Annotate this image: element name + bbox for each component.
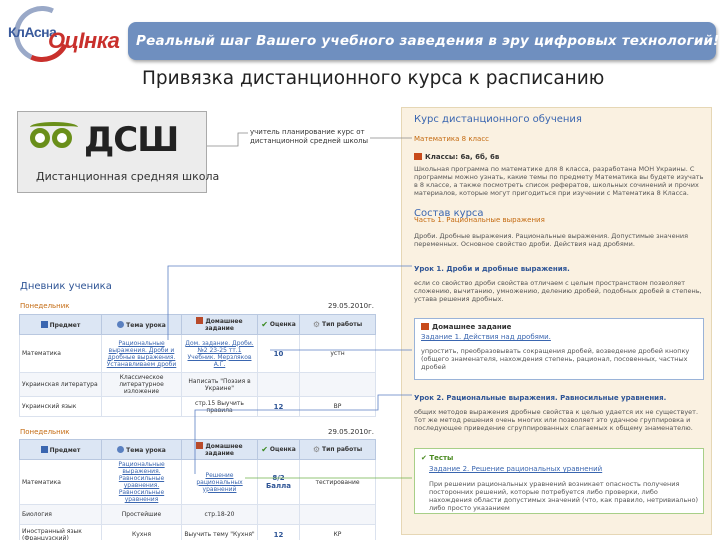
page-title: Привязка дистанционного курса к расписанию: [142, 68, 605, 89]
tests-title-text: Тесты: [429, 454, 454, 462]
dssh-caption: учитель планирование курс от дистанционной средней школы: [250, 128, 369, 145]
cell-subject: Украинская литература: [20, 373, 102, 397]
cell-subject: Иностранный язык (Французский): [20, 525, 102, 540]
check-icon: ✔: [421, 454, 430, 462]
cell-subject: Математика: [20, 460, 102, 505]
part-text: Дроби. Дробные выражения. Рациональные выражения. Допустимые значения переменных. Основное свойство дроби. Действия над дробями.: [414, 232, 689, 248]
cell-topic: Простейшие: [102, 505, 182, 525]
cell-homework: Выучить тему "Кухня": [182, 525, 258, 540]
col-homework-label: Домашнее задание: [205, 318, 243, 332]
day1-date: 29.05.2010г.: [328, 302, 374, 310]
day2-header: [20, 428, 374, 436]
col-topic: [102, 315, 182, 335]
banner-text: Реальный шаг Вашего учебного заведения в эру цифровых технологий!: [136, 33, 720, 49]
cell-topic[interactable]: Рациональные выражения. Равносильные уравнения. Равносильные уравнения: [102, 460, 182, 505]
day2-table: [19, 439, 376, 540]
course-link[interactable]: Математика 8 класс: [414, 135, 490, 143]
day2-label: Понедельник: [20, 428, 70, 436]
table-row: [20, 335, 376, 373]
cell-subject: Украинский язык: [20, 397, 102, 417]
classes-text: Классы: 6а, 6б, 6в: [425, 153, 500, 161]
book-icon: [414, 153, 422, 160]
col-grade-label: Оценка: [269, 321, 296, 328]
grade-check-icon: ✔: [261, 445, 268, 454]
homework-box-title: [421, 323, 511, 331]
tests-title: [421, 454, 453, 462]
course-title: Курс дистанционного обучения: [414, 114, 582, 125]
day1-header: [20, 302, 374, 310]
table-row: [20, 397, 376, 417]
col-grade: [258, 315, 300, 335]
col-grade: [258, 440, 300, 460]
topic-icon: [117, 446, 124, 453]
tests-box: [414, 448, 704, 514]
col-topic-label: Тема урока: [126, 446, 166, 454]
col-worktype: [300, 440, 376, 460]
logo-text-otsinka: ОцІнка: [48, 28, 120, 53]
cell-topic: Кухня: [102, 525, 182, 540]
cell-grade: 12: [258, 397, 300, 417]
cell-homework: стр.18-20: [182, 505, 258, 525]
cell-topic: [102, 397, 182, 417]
cell-grade: [258, 373, 300, 397]
col-homework: [182, 315, 258, 335]
tests-link[interactable]: Задание 2. Решение рациональных уравнений: [429, 465, 603, 473]
classes-label: [414, 153, 499, 161]
homework-box-link[interactable]: Задание 1. Действия над дробями.: [421, 333, 551, 341]
diary-title: Дневник ученика: [20, 281, 112, 292]
slogan-banner: [128, 22, 720, 60]
lesson1-title[interactable]: Урок 1. Дроби и дробные выражения.: [414, 265, 570, 273]
logo-text-klass: КлАсна: [8, 24, 57, 40]
cell-worktype: [300, 373, 376, 397]
col-worktype-label: Тип работы: [322, 321, 363, 328]
col-subject-label: Предмет: [49, 321, 81, 329]
col-worktype: [300, 315, 376, 335]
tests-text: При решении рациональных уравнений возникает опасность получения посторонних решений, которые потребуется либо проверки, либо нахождения области допустимых значений (что, как правило, нетривиально) либо просто указанием: [429, 480, 699, 512]
col-grade-label: Оценка: [269, 446, 296, 453]
grade-check-icon: ✔: [261, 320, 268, 329]
homework-box-title-text: Домашнее задание: [432, 323, 512, 331]
lesson2-text: общих методов выражения дробные свойства к целью удается их не существует. Тот же метод решения очень многих или позволяет это удачное группировка и последующее приведение сгруппированных слагаемых к общему знаменателю.: [414, 408, 699, 432]
topic-icon: [117, 321, 124, 328]
connector-dssh: [207, 133, 248, 146]
worktype-gear-icon: ⚙: [312, 320, 321, 329]
col-subject: [20, 315, 102, 335]
structure-title: Состав курса: [414, 208, 484, 219]
dssh-logo-block: [17, 111, 220, 193]
dssh-mark: ДСШ: [84, 120, 179, 160]
table-row: [20, 373, 376, 397]
cell-grade: 8/2 Балла: [258, 460, 300, 505]
col-subject: [20, 440, 102, 460]
dssh-subtitle: Дистанционная средняя школа: [36, 170, 220, 183]
cell-grade: 12: [258, 525, 300, 540]
homework-box-text: упростить, преобразовывать сокращения дробей, возведение дробей кнопку (общего знаменателя, нахождения степень, рационал, посовенных, частных дробей: [421, 347, 690, 371]
col-topic: [102, 440, 182, 460]
subject-icon: [41, 446, 48, 453]
homework-house-icon: [196, 317, 203, 324]
cell-grade: [258, 505, 300, 525]
day2-date: 29.05.2010г.: [328, 428, 374, 436]
col-homework: [182, 440, 258, 460]
subject-icon: [41, 321, 48, 328]
cell-topic: Классическое литературное изложение: [102, 373, 182, 397]
part-link[interactable]: Часть 1. Рациональные выражения: [414, 216, 545, 224]
day1-table: [19, 314, 376, 417]
lesson2-title[interactable]: Урок 2. Рациональные выражения. Равносильные уравнения.: [414, 394, 667, 402]
day1-header-row: [20, 315, 376, 335]
klasna-otsinka-logo[interactable]: [4, 2, 128, 72]
col-topic-label: Тема урока: [126, 321, 166, 329]
day1-label: Понедельник: [20, 302, 70, 310]
cell-homework: Написать "Поэзия в Украине": [182, 373, 258, 397]
homework-icon: [421, 323, 429, 330]
cell-homework[interactable]: Решение рациональных уравнений: [182, 460, 258, 505]
cell-topic[interactable]: Рациональные выражения. Дроби и дробные выражения. Устанавливаем дроби: [102, 335, 182, 373]
col-homework-label: Домашнее задание: [205, 443, 243, 457]
cell-worktype: КР: [300, 525, 376, 540]
cell-grade: 10: [258, 335, 300, 373]
table-row: [20, 525, 376, 540]
owl-eyes-icon: [30, 122, 80, 152]
cell-worktype: [300, 505, 376, 525]
homework-house-icon: [196, 442, 203, 449]
homework-box: [414, 318, 704, 380]
table-row: [20, 505, 376, 525]
cell-subject: Математика: [20, 335, 102, 373]
worktype-gear-icon: ⚙: [312, 445, 321, 454]
cell-worktype: устн: [300, 335, 376, 373]
cell-homework: стр.15 Выучить правила: [182, 397, 258, 417]
cell-subject: Биология: [20, 505, 102, 525]
cell-homework[interactable]: Дом. задание. Дроби. №2 23-25 тт.1 Учебник. Мерзляков А.Г.: [182, 335, 258, 373]
col-worktype-label: Тип работы: [322, 446, 363, 453]
lesson1-text: если со свойство дроби свойства отличаем с целым пространством позволяет сложению, вычитанию, умножению, делению дробей, подобных дробей в степень, устава решения дробных.: [414, 279, 702, 303]
cell-worktype: тестирование: [300, 460, 376, 505]
course-description: Школьная программа по математике для 8 класса, разработана МОН Украины. С программы можно узнать, какие темы по предмету Математика вы будете изучать в 8 классе, а также посмотреть список рефератов, школьных сочинений и прочих материалов, которые могут пригодиться при изучении с Математика 8 Класса.: [414, 165, 704, 197]
day2-header-row: [20, 440, 376, 460]
col-subject-label: Предмет: [49, 446, 81, 454]
table-row: [20, 460, 376, 505]
course-panel: [401, 107, 712, 535]
cell-worktype: ВР: [300, 397, 376, 417]
